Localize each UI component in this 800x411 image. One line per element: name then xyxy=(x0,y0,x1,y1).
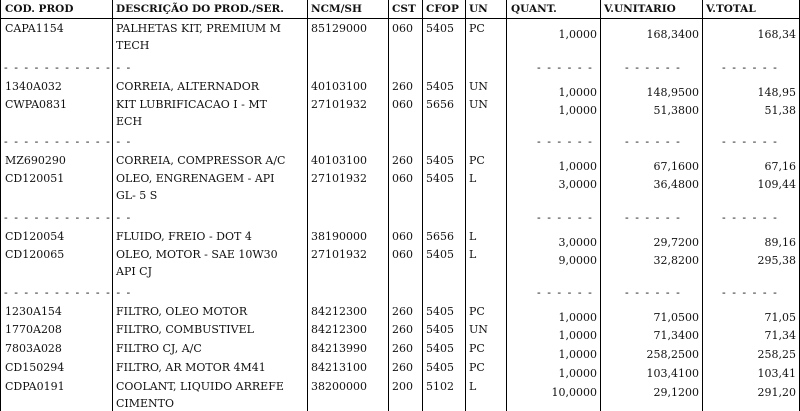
header-cod: COD. PROD xyxy=(5,3,74,15)
separator-left: - - - - - - - - - - - - - xyxy=(4,135,132,148)
cell-cfop: 5405 xyxy=(426,22,454,35)
cell-desc-cont: ECH xyxy=(116,115,143,128)
cell-cst: 260 xyxy=(392,323,413,336)
cell-ncm: 38200000 xyxy=(311,380,367,393)
separator-vtotal: - - - - - - xyxy=(722,286,779,299)
cell-ncm: 40103100 xyxy=(311,80,367,93)
header-quant: QUANT. xyxy=(511,3,557,15)
cell-ncm: 84213990 xyxy=(311,342,367,355)
cell-desc-cont: CIMENTO xyxy=(116,397,175,410)
cell-desc: CORREIA, ALTERNADOR xyxy=(116,80,259,93)
cell-un: L xyxy=(469,230,477,243)
cell-desc: FLUIDO, FREIO - DOT 4 xyxy=(116,230,252,243)
cell-quant: 9,0000 xyxy=(558,254,597,267)
cell-ncm: 27101932 xyxy=(311,98,367,111)
cell-desc-cont: TECH xyxy=(116,39,150,52)
cell-cod: CDPA0191 xyxy=(5,380,65,393)
cell-vtotal: 295,38 xyxy=(757,254,796,267)
cell-desc: OLEO, MOTOR - SAE 10W30 xyxy=(116,248,278,261)
header-rule xyxy=(0,18,800,19)
header-un: UN xyxy=(469,3,488,15)
cell-vunit: 71,0500 xyxy=(653,311,699,324)
cell-vunit: 51,3800 xyxy=(653,104,699,117)
column-rule xyxy=(465,0,466,411)
separator-vunit: - - - - - - xyxy=(625,286,682,299)
cell-quant: 1,0000 xyxy=(558,104,597,117)
cell-ncm: 27101932 xyxy=(311,248,367,261)
cell-cfop: 5405 xyxy=(426,342,454,355)
cell-desc: COOLANT, LIQUIDO ARREFE xyxy=(116,380,284,393)
cell-cfop: 5405 xyxy=(426,323,454,336)
cell-cst: 260 xyxy=(392,305,413,318)
cell-quant: 1,0000 xyxy=(558,86,597,99)
cell-cod: 1340A032 xyxy=(5,80,62,93)
cell-vunit: 168,3400 xyxy=(646,28,699,41)
header-cfop: CFOP xyxy=(426,3,459,15)
cell-vtotal: 103,41 xyxy=(757,367,796,380)
cell-vunit: 258,2500 xyxy=(646,348,699,361)
cell-cst: 060 xyxy=(392,98,413,111)
cell-desc: CORREIA, COMPRESSOR A/C xyxy=(116,154,286,167)
cell-vtotal: 168,34 xyxy=(757,28,796,41)
cell-cfop: 5102 xyxy=(426,380,454,393)
cell-un: L xyxy=(469,380,477,393)
cell-desc: KIT LUBRIFICACAO I - MT xyxy=(116,98,267,111)
separator-vtotal: - - - - - - xyxy=(722,61,779,74)
cell-cfop: 5405 xyxy=(426,154,454,167)
cell-un: UN xyxy=(469,80,488,93)
column-rule xyxy=(388,0,389,411)
cell-cst: 060 xyxy=(392,230,413,243)
header-ncm: NCM/SH xyxy=(311,3,362,15)
cell-cst: 260 xyxy=(392,342,413,355)
cell-ncm: 84212300 xyxy=(311,323,367,336)
separator-vunit: - - - - - - xyxy=(625,135,682,148)
cell-cod: 1230A154 xyxy=(5,305,62,318)
cell-desc-cont: API CJ xyxy=(116,265,153,278)
cell-cst: 200 xyxy=(392,380,413,393)
cell-cfop: 5656 xyxy=(426,230,454,243)
cell-un: PC xyxy=(469,342,485,355)
separator-quant: - - - - - - xyxy=(537,286,594,299)
cell-vtotal: 148,95 xyxy=(757,86,796,99)
cell-vtotal: 89,16 xyxy=(764,236,796,249)
cell-vtotal: 258,25 xyxy=(757,348,796,361)
column-rule xyxy=(422,0,423,411)
cell-ncm: 38190000 xyxy=(311,230,367,243)
separator-left: - - - - - - - - - - - - - xyxy=(4,286,132,299)
cell-quant: 3,0000 xyxy=(558,178,597,191)
column-rule xyxy=(307,0,308,411)
cell-vunit: 67,1600 xyxy=(653,160,699,173)
separator-vunit: - - - - - - xyxy=(625,61,682,74)
cell-quant: 1,0000 xyxy=(558,160,597,173)
cell-vunit: 36,4800 xyxy=(653,178,699,191)
header-desc: DESCRIÇÃO DO PROD./SER. xyxy=(116,3,284,15)
separator-quant: - - - - - - xyxy=(537,211,594,224)
header-vunit: V.UNITARIO xyxy=(604,3,676,15)
cell-vunit: 29,7200 xyxy=(653,236,699,249)
cell-vunit: 71,3400 xyxy=(653,329,699,342)
cell-vunit: 29,1200 xyxy=(653,386,699,399)
cell-cst: 260 xyxy=(392,361,413,374)
cell-desc: PALHETAS KIT, PREMIUM M xyxy=(116,22,281,35)
cell-ncm: 85129000 xyxy=(311,22,367,35)
cell-quant: 1,0000 xyxy=(558,367,597,380)
cell-ncm: 27101932 xyxy=(311,172,367,185)
cell-cod: MZ690290 xyxy=(5,154,66,167)
cell-vtotal: 71,34 xyxy=(764,329,796,342)
cell-cfop: 5656 xyxy=(426,98,454,111)
cell-cod: CAPA1154 xyxy=(5,22,64,35)
cell-quant: 10,0000 xyxy=(551,386,597,399)
cell-desc: FILTRO CJ, A/C xyxy=(116,342,202,355)
cell-cfop: 5405 xyxy=(426,248,454,261)
cell-cfop: 5405 xyxy=(426,305,454,318)
cell-vunit: 32,8200 xyxy=(653,254,699,267)
cell-un: PC xyxy=(469,154,485,167)
separator-vtotal: - - - - - - xyxy=(722,135,779,148)
cell-cfop: 5405 xyxy=(426,80,454,93)
cell-desc: FILTRO, COMBUSTIVEL xyxy=(116,323,254,336)
cell-cod: CD120065 xyxy=(5,248,65,261)
cell-cod: CWPA0831 xyxy=(5,98,68,111)
separator-quant: - - - - - - xyxy=(537,135,594,148)
cell-desc: FILTRO, OLEO MOTOR xyxy=(116,305,248,318)
cell-vunit: 148,9500 xyxy=(646,86,699,99)
cell-cst: 260 xyxy=(392,154,413,167)
cell-un: UN xyxy=(469,323,488,336)
cell-un: L xyxy=(469,172,477,185)
cell-un: PC xyxy=(469,305,485,318)
cell-un: PC xyxy=(469,22,485,35)
separator-quant: - - - - - - xyxy=(537,61,594,74)
cell-ncm: 84212300 xyxy=(311,305,367,318)
header-vtotal: V.TOTAL xyxy=(706,3,756,15)
cell-vtotal: 51,38 xyxy=(764,104,796,117)
cell-cst: 260 xyxy=(392,80,413,93)
cell-quant: 1,0000 xyxy=(558,28,597,41)
cell-cst: 060 xyxy=(392,248,413,261)
cell-quant: 3,0000 xyxy=(558,236,597,249)
cell-vtotal: 71,05 xyxy=(764,311,796,324)
cell-desc: OLEO, ENGRENAGEM - API xyxy=(116,172,275,185)
cell-quant: 1,0000 xyxy=(558,348,597,361)
separator-vtotal: - - - - - - xyxy=(722,211,779,224)
cell-vtotal: 109,44 xyxy=(757,178,796,191)
cell-vtotal: 67,16 xyxy=(764,160,796,173)
separator-left: - - - - - - - - - - - - - xyxy=(4,211,132,224)
cell-quant: 1,0000 xyxy=(558,329,597,342)
header-cst: CST xyxy=(392,3,416,15)
separator-left: - - - - - - - - - - - - - xyxy=(4,61,132,74)
cell-quant: 1,0000 xyxy=(558,311,597,324)
cell-cod: 1770A208 xyxy=(5,323,62,336)
cell-ncm: 40103100 xyxy=(311,154,367,167)
cell-vtotal: 291,20 xyxy=(757,386,796,399)
cell-cod: CD120054 xyxy=(5,230,65,243)
cell-desc: FILTRO, AR MOTOR 4M41 xyxy=(116,361,266,374)
cell-un: PC xyxy=(469,361,485,374)
column-rule xyxy=(0,0,1,411)
cell-cfop: 5405 xyxy=(426,172,454,185)
separator-vunit: - - - - - - xyxy=(625,211,682,224)
cell-vunit: 103,4100 xyxy=(646,367,699,380)
cell-cod: CD120051 xyxy=(5,172,65,185)
cell-cst: 060 xyxy=(392,22,413,35)
cell-cfop: 5405 xyxy=(426,361,454,374)
cell-ncm: 84213100 xyxy=(311,361,367,374)
cell-cod: CD150294 xyxy=(5,361,65,374)
cell-desc-cont: GL- 5 S xyxy=(116,189,158,202)
cell-cod: 7803A028 xyxy=(5,342,62,355)
cell-un: L xyxy=(469,248,477,261)
cell-un: UN xyxy=(469,98,488,111)
cell-cst: 060 xyxy=(392,172,413,185)
